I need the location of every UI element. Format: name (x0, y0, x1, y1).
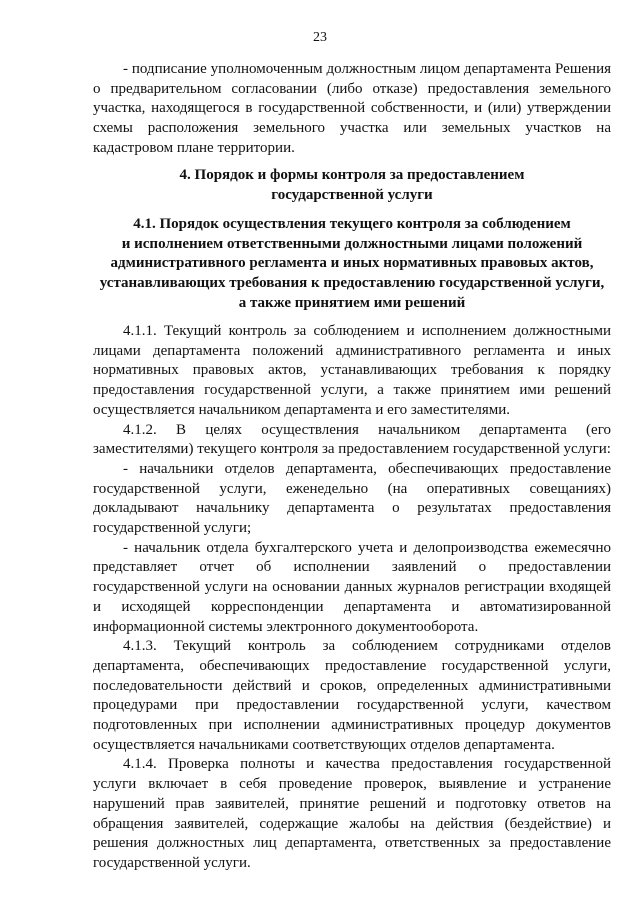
paragraph-4-1-4: 4.1.4. Проверка полноты и качества предоставления государственной услуги включает в себя проведение проверок, выявление и устранение нарушений прав заявителей, принятие решений и подготовку ответов на обращения заявителей, содержащие жалобы на действия (бездействие) и решения должностных лиц департамента, ответственных за предоставление государственной услуги. (93, 756, 611, 871)
list-item-department-heads: - начальники отделов департамента, обеспечивающих предоставление государственной услуги, еженедельно (на оперативных совещаниях) докладывают начальнику департамента о результатах предоставления государственной услуги; (93, 460, 611, 537)
section-title-line: 4. Порядок и формы контроля за предоставлением (179, 167, 525, 183)
subsection-heading (93, 215, 611, 314)
paragraph-4-1-1: 4.1.1. Текущий контроль за соблюдением и исполнением должностными лицами департамента положений административного регламента и иных нормативных правовых актов, устанавливающих требования к порядку предоставления государственной услуги, а также принятием ими решений осуществляется начальником департамента и его заместителями. (93, 323, 611, 418)
subsection-title-line: и исполнением ответственными должностными лицами положений (121, 235, 583, 252)
subsection-title-line: административного регламента и иных нормативных правовых актов, (110, 255, 594, 272)
paragraph-4-1-2: 4.1.2. В целях осуществления начальником департамента (его заместителями) текущего контроля за предоставлением государственной услуги: (93, 421, 611, 458)
subsection-title-line: устанавливающих требования к предоставлению государственной услуги, (99, 275, 605, 292)
list-item-accounting-head: - начальник отдела бухгалтерского учета и делопроизводства ежемесячно представляет отчет об исполнении заявлений о предоставлении государственной услуги на основании данных журналов регистрации входящей и исходящей корреспонденции департамента и автоматизированной информационной системы электронного документооборота. (93, 539, 611, 635)
subsection-title-line: а также принятием ими решений (238, 294, 466, 311)
main-text-block (93, 322, 611, 874)
intro-block (93, 60, 611, 159)
page-number: 23 (313, 30, 327, 45)
paragraph-4-1-3: 4.1.3. Текущий контроль за соблюдением сотрудниками отделов департамента, обеспечивающих предоставление государственной услуги, последовательности действий и сроков, определенных административными процедурами при предоставлении государственной услуги, качеством подготовленных при исполнении административных процедур документов осуществляется начальниками соответствующих отделов департамента. (93, 638, 611, 753)
section-heading (93, 166, 611, 205)
subsection-title-line: 4.1. Порядок осуществления текущего контроля за соблюдением (133, 216, 571, 232)
section-title-line: государственной услуги (271, 186, 433, 203)
intro-paragraph: - подписание уполномоченным должностным лицом департамента Решения о предварительном согласовании (либо отказе) предоставления земельного участка, находящегося в государственной собственности, и (или) утверждении схемы расположения земельного участка или земельных участков на кадастровом плане территории. (93, 61, 611, 156)
